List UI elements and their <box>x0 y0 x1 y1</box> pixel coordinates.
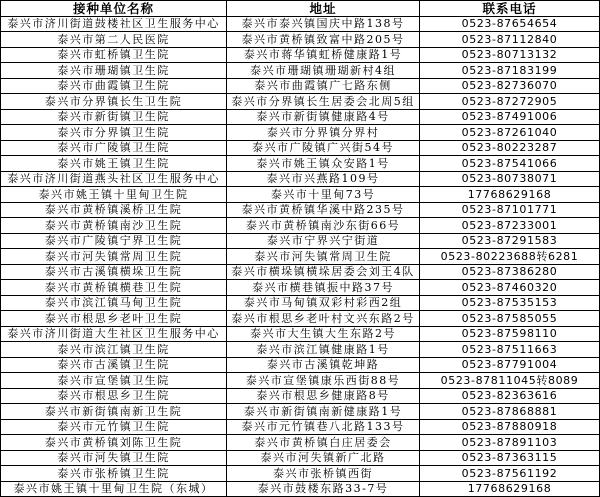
header-row <box>1 1 600 17</box>
cell-name: 泰兴市姚王镇十里甸卫生院 <box>1 187 227 203</box>
table-row <box>1 280 600 296</box>
cell-phone: 0523-80738071 <box>420 171 600 187</box>
cell-phone: 0523-87261040 <box>420 125 600 141</box>
cell-address: 泰兴市鼓楼东路33-7号 <box>227 481 420 497</box>
cell-address: 泰兴市大生镇大生东路2号 <box>227 326 420 342</box>
cell-phone: 0523-87112840 <box>420 32 600 48</box>
cell-name: 泰兴市济川街道燕头社区卫生服务中心 <box>1 171 227 187</box>
cell-phone: 0523-87101771 <box>420 202 600 218</box>
cell-name: 泰兴市分界镇卫生院 <box>1 125 227 141</box>
cell-phone: 0523-82363616 <box>420 388 600 404</box>
cell-name: 泰兴市曲霞镇卫生院 <box>1 78 227 94</box>
cell-name: 泰兴市河失镇卫生院 <box>1 450 227 466</box>
table-row <box>1 171 600 187</box>
cell-phone: 17768629168 <box>420 481 600 497</box>
cell-phone: 0523-87561192 <box>420 466 600 482</box>
cell-phone: 0523-87386280 <box>420 264 600 280</box>
cell-address: 泰兴市滨江镇健康路1号 <box>227 342 420 358</box>
header-phone: 联系电话 <box>420 1 600 17</box>
cell-address: 泰兴市曲霞镇广七路东侧 <box>227 78 420 94</box>
cell-phone: 0523-87891103 <box>420 435 600 451</box>
cell-phone: 0523-87811045转8089 <box>420 373 600 389</box>
cell-address: 泰兴市新街镇健康路4号 <box>227 109 420 125</box>
cell-name: 泰兴市第二人民医院 <box>1 32 227 48</box>
table-row <box>1 404 600 420</box>
cell-name: 泰兴市姚王镇卫生院 <box>1 156 227 172</box>
table-row <box>1 16 600 32</box>
cell-phone: 0523-87868881 <box>420 404 600 420</box>
cell-name: 泰兴市济川街道大生社区卫生服务中心 <box>1 326 227 342</box>
cell-name: 泰兴市黄桥镇南沙卫生院 <box>1 218 227 234</box>
cell-phone: 0523-87363115 <box>420 450 600 466</box>
table-row <box>1 342 600 358</box>
header-address: 地址 <box>227 1 420 17</box>
table-row <box>1 47 600 63</box>
cell-name: 泰兴市黄桥镇横巷卫生院 <box>1 280 227 296</box>
cell-address: 泰兴市河失镇新广北路 <box>227 450 420 466</box>
cell-name: 泰兴市珊瑚镇卫生院 <box>1 63 227 79</box>
table-row <box>1 357 600 373</box>
cell-phone: 0523-87233001 <box>420 218 600 234</box>
cell-name: 泰兴市根思乡老叶卫生院 <box>1 311 227 327</box>
cell-name: 泰兴市根思乡卫生院 <box>1 388 227 404</box>
cell-address: 泰兴市马甸镇双彩村彩西2组 <box>227 295 420 311</box>
cell-phone: 0523-82736070 <box>420 78 600 94</box>
table-row <box>1 140 600 156</box>
table-row <box>1 94 600 110</box>
cell-phone: 0523-87585055 <box>420 311 600 327</box>
cell-phone: 0523-87183199 <box>420 63 600 79</box>
cell-address: 泰兴市元竹镇巷八北路133号 <box>227 419 420 435</box>
table-row <box>1 125 600 141</box>
cell-phone: 0523-87460320 <box>420 280 600 296</box>
table-row <box>1 32 600 48</box>
cell-address: 泰兴市兴燕路109号 <box>227 171 420 187</box>
table-body <box>1 16 600 497</box>
cell-address: 泰兴市古溪镇乾坤路 <box>227 357 420 373</box>
table-row <box>1 295 600 311</box>
table-row <box>1 249 600 265</box>
cell-phone: 0523-87535153 <box>420 295 600 311</box>
cell-address: 泰兴市黄桥镇南沙东街66号 <box>227 218 420 234</box>
cell-address: 泰兴市黄桥镇致富中路205号 <box>227 32 420 48</box>
table-row <box>1 187 600 203</box>
cell-name: 泰兴市滨江镇卫生院 <box>1 342 227 358</box>
cell-address: 泰兴市黄桥镇华溪中路235号 <box>227 202 420 218</box>
cell-address: 泰兴市珊瑚镇珊瑚新村4组 <box>227 63 420 79</box>
cell-address: 泰兴市泰兴镇国庆中路138号 <box>227 16 420 32</box>
cell-address: 泰兴市张桥镇西街 <box>227 466 420 482</box>
table-row <box>1 481 600 497</box>
cell-phone: 0523-80223688转6281 <box>420 249 600 265</box>
table-row <box>1 388 600 404</box>
cell-phone: 0523-87511663 <box>420 342 600 358</box>
cell-name: 泰兴市虹桥镇卫生院 <box>1 47 227 63</box>
cell-address: 泰兴市宣堡镇康乐西街88号 <box>227 373 420 389</box>
table-row <box>1 311 600 327</box>
cell-address: 泰兴市宁界兴宁街道 <box>227 233 420 249</box>
cell-name: 泰兴市古溪镇横垛卫生院 <box>1 264 227 280</box>
cell-name: 泰兴市张桥镇卫生院 <box>1 466 227 482</box>
cell-name: 泰兴市新街镇南新卫生院 <box>1 404 227 420</box>
table-row <box>1 233 600 249</box>
cell-address: 泰兴市黄桥镇白庄居委会 <box>227 435 420 451</box>
cell-name: 泰兴市新街镇卫生院 <box>1 109 227 125</box>
table-row <box>1 373 600 389</box>
cell-address: 泰兴市姚王镇众安路1号 <box>227 156 420 172</box>
cell-phone: 17768629168 <box>420 187 600 203</box>
cell-address: 泰兴市河失镇常周卫生院 <box>227 249 420 265</box>
cell-address: 泰兴市十里甸73号 <box>227 187 420 203</box>
table-row <box>1 202 600 218</box>
cell-phone: 0523-87491006 <box>420 109 600 125</box>
cell-address: 泰兴市广陵镇广兴街54号 <box>227 140 420 156</box>
cell-name: 泰兴市滨江镇马甸卫生院 <box>1 295 227 311</box>
cell-name: 泰兴市分界镇长生卫生院 <box>1 94 227 110</box>
cell-phone: 0523-80713132 <box>420 47 600 63</box>
cell-phone: 0523-87880918 <box>420 419 600 435</box>
table-row <box>1 218 600 234</box>
table-row <box>1 435 600 451</box>
cell-address: 泰兴市横巷镇振中路37号 <box>227 280 420 296</box>
table-row <box>1 109 600 125</box>
cell-phone: 0523-87272905 <box>420 94 600 110</box>
cell-name: 泰兴市姚王镇十里甸卫生院（东城） <box>1 481 227 497</box>
cell-name: 泰兴市河失镇常周卫生院 <box>1 249 227 265</box>
cell-name: 泰兴市黄桥镇溪桥卫生院 <box>1 202 227 218</box>
cell-name: 泰兴市广陵镇宁界卫生院 <box>1 233 227 249</box>
table-row <box>1 156 600 172</box>
cell-name: 泰兴市广陵镇卫生院 <box>1 140 227 156</box>
table-row <box>1 63 600 79</box>
table-row <box>1 419 600 435</box>
cell-address: 泰兴市新街镇南新健康路1号 <box>227 404 420 420</box>
cell-phone: 0523-80223287 <box>420 140 600 156</box>
cell-name: 泰兴市元竹镇卫生院 <box>1 419 227 435</box>
cell-address: 泰兴市根思乡健康路8号 <box>227 388 420 404</box>
cell-address: 泰兴市蒋华镇虹桥健康路1号 <box>227 47 420 63</box>
table-row <box>1 78 600 94</box>
table-row <box>1 326 600 342</box>
cell-phone: 0523-87291583 <box>420 233 600 249</box>
cell-name: 泰兴市古溪镇卫生院 <box>1 357 227 373</box>
cell-phone: 0523-87791004 <box>420 357 600 373</box>
cell-phone: 0523-87541066 <box>420 156 600 172</box>
cell-phone: 0523-87654654 <box>420 16 600 32</box>
cell-address: 泰兴市横垛镇横垛居委会刘王4队 <box>227 264 420 280</box>
cell-address: 泰兴市根思乡老叶村文兴东路2号 <box>227 311 420 327</box>
table-row <box>1 450 600 466</box>
table-row <box>1 264 600 280</box>
cell-name: 泰兴市济川街道鼓楼社区卫生服务中心 <box>1 16 227 32</box>
cell-name: 泰兴市黄桥镇刘陈卫生院 <box>1 435 227 451</box>
header-name: 接种单位名称 <box>1 1 227 17</box>
cell-name: 泰兴市宣堡镇卫生院 <box>1 373 227 389</box>
cell-phone: 0523-87598110 <box>420 326 600 342</box>
cell-address: 泰兴市分界镇分界村 <box>227 125 420 141</box>
cell-address: 泰兴市分界镇长生居委会北周5组 <box>227 94 420 110</box>
